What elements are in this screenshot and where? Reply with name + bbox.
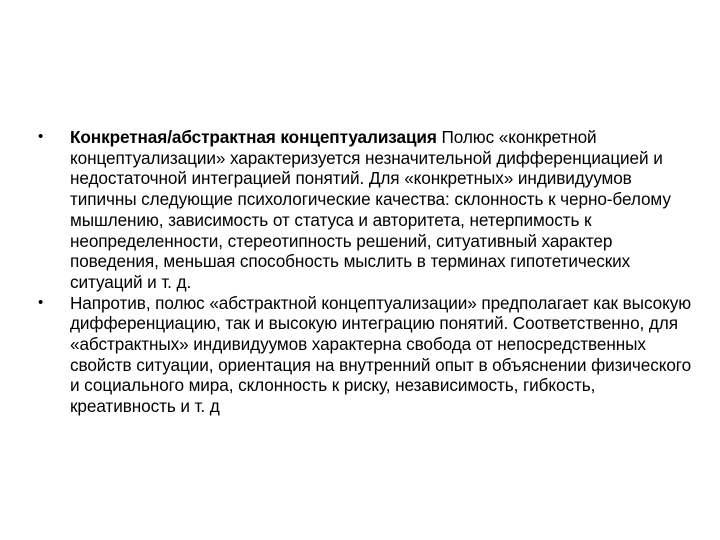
bullet-body: Напротив, полюс «абстрактной концептуализации» предполагает как высокую дифференциацию, так и высокую интеграцию понятий. Соответственно, для «абстрактных» индивидуумов характерна свобода от непосредственных свойств ситуации, ориентация на внутренний опыт в объяснении физического и социального мира, склонность к риску, независимость, гибкость, креативность и т. д — [70, 292, 692, 417]
bullet-item-conceptualization — [32, 127, 692, 293]
bullet-dot-icon: • — [38, 293, 44, 311]
bullet-list — [32, 127, 692, 417]
bullet-term: Конкретная/абстрактная концептуализация — [70, 127, 437, 147]
bullet-item-abstract-pole — [32, 293, 692, 417]
bullet-text — [70, 127, 692, 293]
bullet-body: Полюс «конкретной концептуализации» характеризуется незначительной дифференциацией и недостаточной интеграцией понятий. Для «конкретных» индивидуумов типичны следующие психологические качества: склонность к черно-белому мышлению, зависимость от статуса и авторитета, нетерпимость к неопределенности, стереотипность решений, ситуативный характер поведения, меньшая способность мыслить в терминах гипотетических ситуаций и т. д. — [70, 127, 671, 292]
bullet-text — [70, 293, 692, 417]
bullet-dot-icon: • — [38, 128, 44, 145]
